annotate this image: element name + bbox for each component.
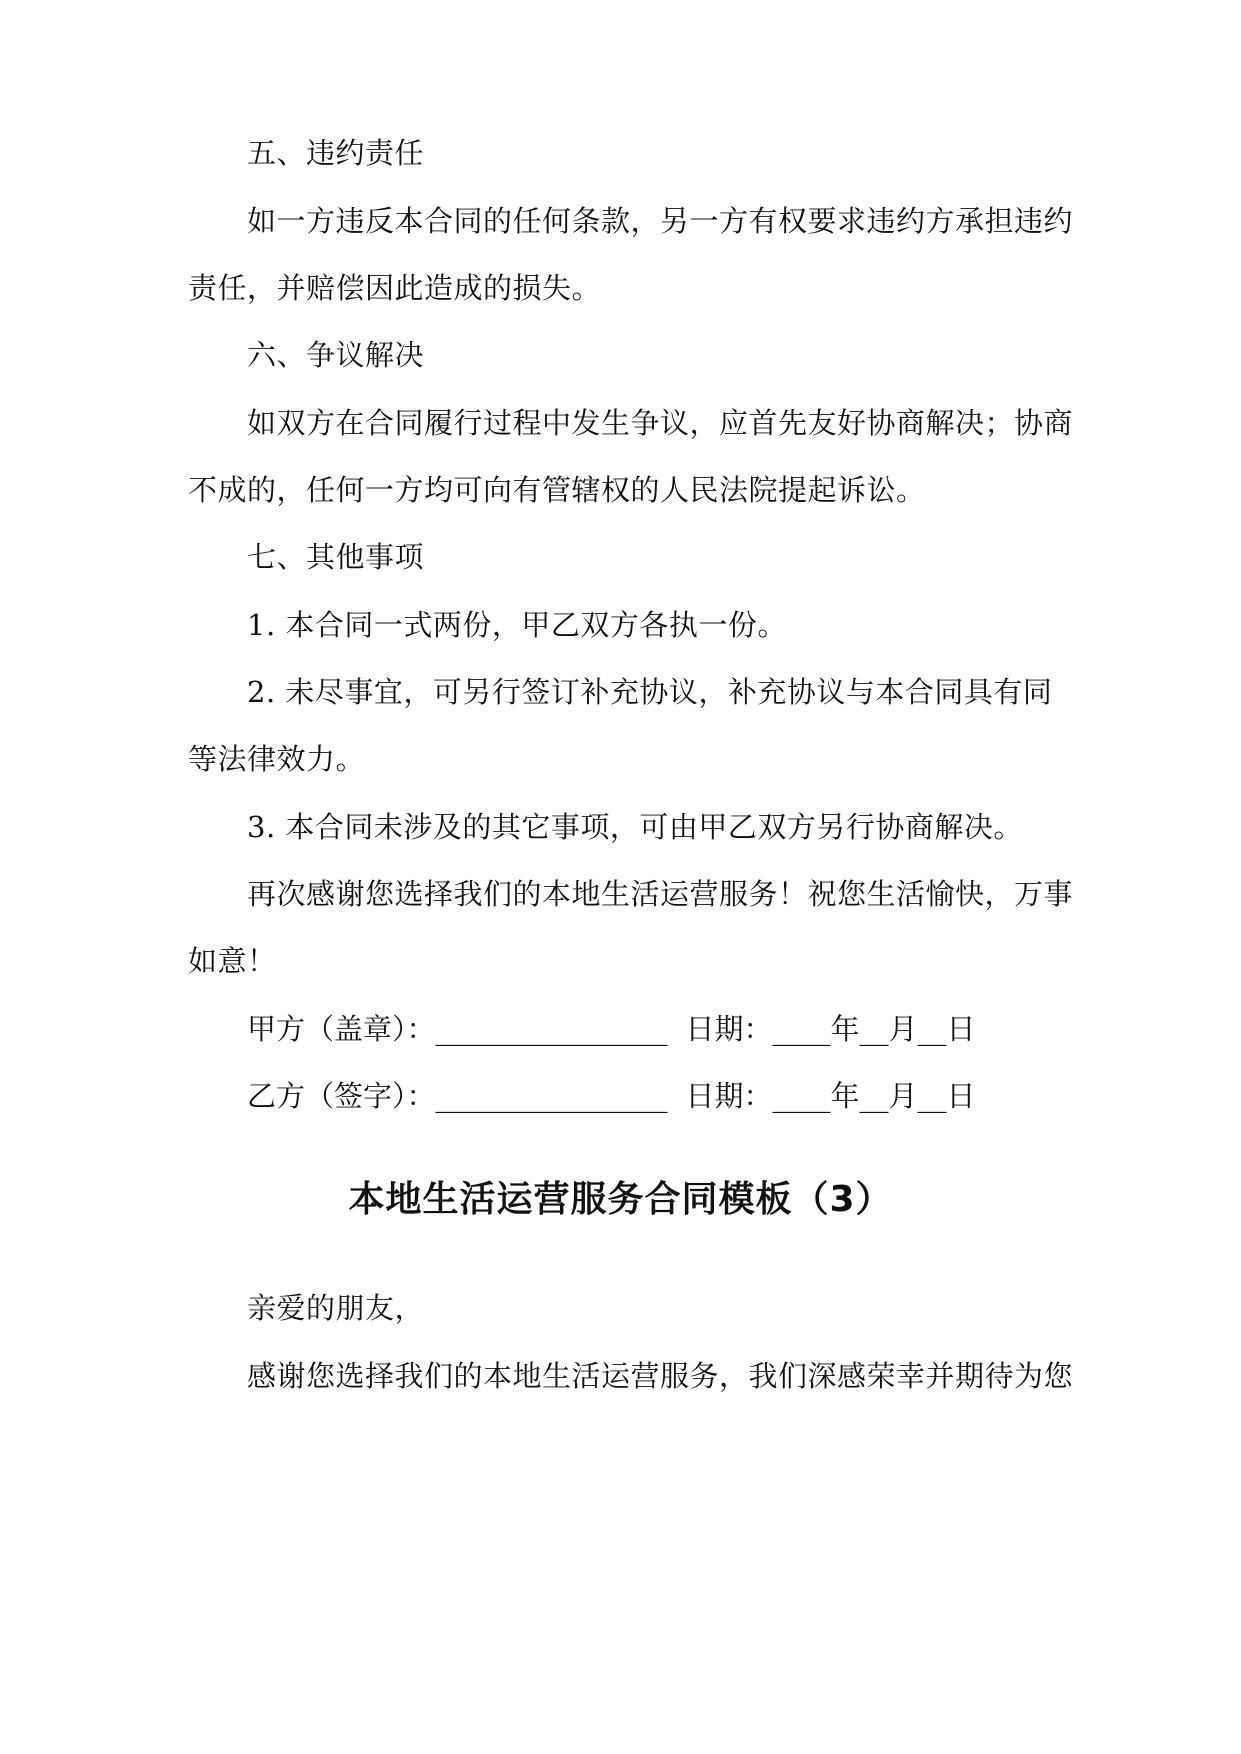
signature-row-party-a bbox=[247, 1009, 1067, 1049]
party-a-signature-label: 甲方（盖章）：________________ bbox=[247, 1012, 668, 1046]
paragraph-breach-line-1: 如一方违反本合同的任何条款，另一方有权要求违约方承担违约 bbox=[247, 204, 1074, 238]
party-a-date: 日期：____年__月__日 bbox=[685, 1012, 976, 1046]
list-item-2-line-1: 2. 未尽事宜，可另行签订补充协议，补充协议与本合同具有同 bbox=[247, 675, 1053, 709]
paragraph-dispute-line-1: 如双方在合同履行过程中发生争议，应首先友好协商解决；协商 bbox=[247, 406, 1074, 440]
party-b-signature-label: 乙方（签字）：________________ bbox=[247, 1079, 668, 1113]
list-item-3: 3. 本合同未涉及的其它事项，可由甲乙双方另行协商解决。 bbox=[247, 810, 1023, 844]
intro-line-1: 感谢您选择我们的本地生活运营服务，我们深感荣幸并期待为您 bbox=[247, 1359, 1074, 1393]
contract-title: 本地生活运营服务合同模板（3） bbox=[348, 1179, 893, 1220]
closing-line-1: 再次感谢您选择我们的本地生活运营服务！祝您生活愉快，万事 bbox=[247, 877, 1074, 911]
section-heading-dispute: 六、争议解决 bbox=[247, 338, 425, 372]
signature-row-party-b bbox=[247, 1076, 1067, 1116]
paragraph-breach-line-2: 责任，并赔偿因此造成的损失。 bbox=[188, 271, 602, 305]
paragraph-dispute-line-2: 不成的，任何一方均可向有管辖权的人民法院提起诉讼。 bbox=[188, 473, 926, 507]
party-b-date: 日期：____年__月__日 bbox=[685, 1079, 976, 1113]
greeting: 亲爱的朋友， bbox=[247, 1291, 425, 1325]
section-heading-breach: 五、违约责任 bbox=[247, 136, 425, 170]
section-heading-other: 七、其他事项 bbox=[247, 540, 425, 574]
closing-line-2: 如意！ bbox=[188, 944, 277, 978]
list-item-2-line-2: 等法律效力。 bbox=[188, 742, 366, 776]
list-item-1: 1. 本合同一式两份，甲乙双方各执一份。 bbox=[247, 608, 787, 642]
